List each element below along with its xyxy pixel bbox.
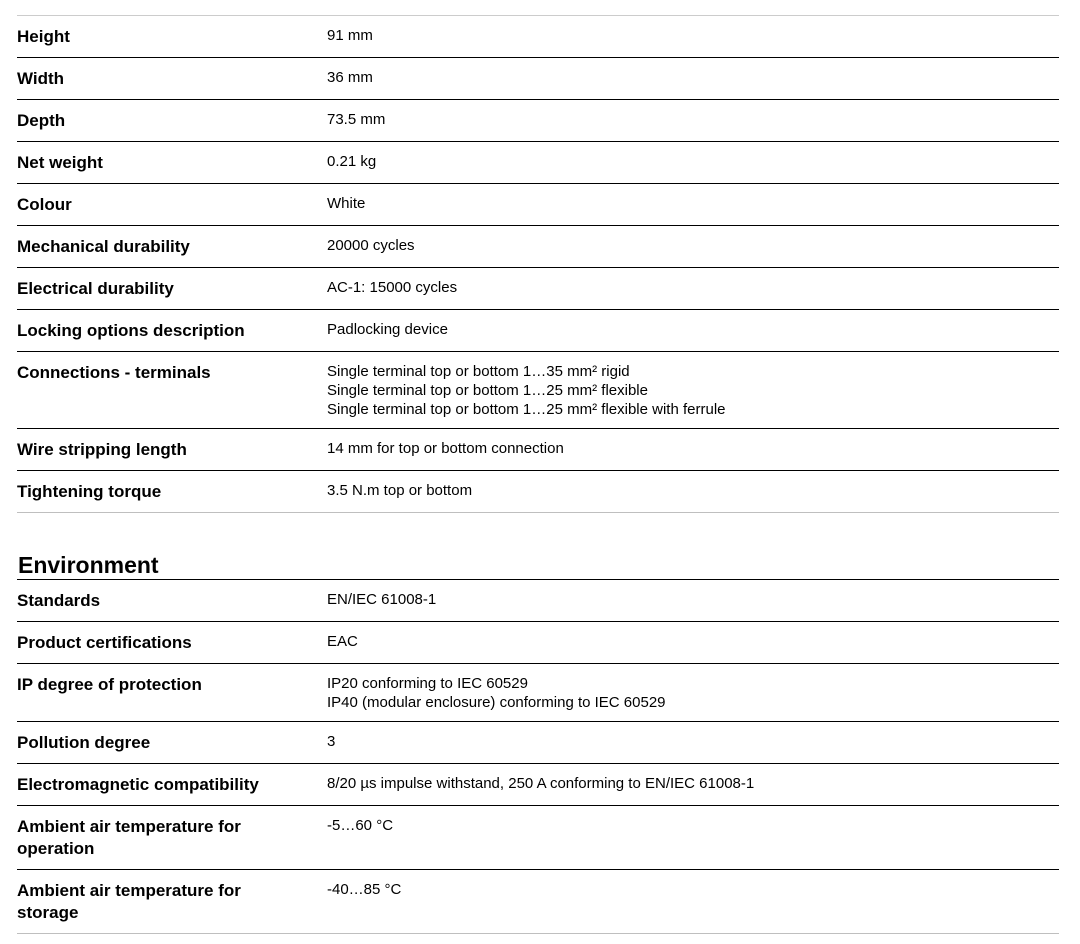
spec-row (17, 429, 1059, 471)
spec-label (17, 142, 327, 184)
section-spacer (17, 513, 1059, 551)
spec-value-line: EAC (327, 633, 358, 650)
spec-value-line: IP40 (modular enclosure) conforming to IEC 60529 (327, 694, 666, 711)
spec-label-line: Ambient air temperature for (17, 817, 241, 836)
spec-value-line: 20000 cycles (327, 237, 415, 254)
spec-label (17, 722, 327, 764)
spec-label-line: Connections - terminals (17, 363, 211, 382)
spec-label-line: Pollution degree (17, 733, 151, 752)
spec-label (17, 622, 327, 664)
spec-value (327, 664, 1059, 722)
spec-label (17, 471, 327, 513)
spec-label (17, 310, 327, 352)
spec-value (327, 806, 1059, 870)
spec-value (327, 764, 1059, 806)
spec-label (17, 16, 327, 58)
spec-row (17, 580, 1059, 622)
spec-row (17, 142, 1059, 184)
spec-label-line: Net weight (17, 153, 103, 172)
spec-label (17, 226, 327, 268)
environment-spec-table (17, 580, 1059, 934)
spec-value-line: Single terminal top or bottom 1…25 mm² flexible with ferrule (327, 401, 726, 418)
spec-value-line: 3 (327, 733, 336, 750)
spec-label (17, 664, 327, 722)
spec-row (17, 722, 1059, 764)
spec-label (17, 58, 327, 100)
spec-row (17, 100, 1059, 142)
spec-value-line: White (327, 195, 366, 212)
spec-label (17, 580, 327, 622)
spec-label (17, 806, 327, 870)
spec-value (327, 580, 1059, 622)
spec-row (17, 58, 1059, 100)
spec-row (17, 870, 1059, 934)
spec-label-line: IP degree of protection (17, 675, 202, 694)
spec-value (327, 622, 1059, 664)
spec-label (17, 100, 327, 142)
spec-row (17, 664, 1059, 722)
spec-row (17, 471, 1059, 513)
spec-row (17, 226, 1059, 268)
spec-label-line: operation (17, 839, 95, 858)
spec-value (327, 100, 1059, 142)
spec-label (17, 184, 327, 226)
environment-spec-rows (17, 580, 1059, 934)
environment-section-title: Environment (17, 551, 1059, 580)
spec-value (327, 58, 1059, 100)
spec-label-line: Ambient air temperature for (17, 881, 241, 900)
spec-label-line: Product certifications (17, 633, 192, 652)
spec-label (17, 268, 327, 310)
spec-label (17, 764, 327, 806)
spec-value-line: 73.5 mm (327, 111, 386, 128)
spec-sheet (17, 15, 1059, 934)
spec-row (17, 310, 1059, 352)
spec-label-line: Locking options description (17, 321, 245, 340)
spec-value (327, 16, 1059, 58)
spec-label-line: Colour (17, 195, 72, 214)
spec-value-line: Single terminal top or bottom 1…35 mm² rigid (327, 363, 630, 380)
spec-value (327, 142, 1059, 184)
spec-value (327, 268, 1059, 310)
spec-value (327, 722, 1059, 764)
spec-value-line: Padlocking device (327, 321, 448, 338)
spec-label-line: Electrical durability (17, 279, 174, 298)
spec-value-line: AC-1: 15000 cycles (327, 279, 458, 296)
spec-label-line: Electromagnetic compatibility (17, 775, 259, 794)
spec-value-line: -40…85 °C (327, 881, 402, 898)
spec-value (327, 870, 1059, 934)
spec-label-line: Mechanical durability (17, 237, 190, 256)
spec-value-line: IP20 conforming to IEC 60529 (327, 675, 528, 692)
spec-row (17, 806, 1059, 870)
spec-value-line: 14 mm for top or bottom connection (327, 440, 564, 457)
spec-value-line: 36 mm (327, 69, 373, 86)
general-spec-table (17, 15, 1059, 513)
spec-row (17, 268, 1059, 310)
spec-value-line: 3.5 N.m top or bottom (327, 482, 473, 499)
spec-value (327, 184, 1059, 226)
spec-row (17, 16, 1059, 58)
spec-label-line: Width (17, 69, 65, 88)
spec-value-line: 91 mm (327, 27, 373, 44)
spec-value-line: Single terminal top or bottom 1…25 mm² flexible (327, 382, 648, 399)
spec-label-line: Tightening torque (17, 482, 162, 501)
spec-value-line: -5…60 °C (327, 817, 394, 834)
spec-value-line: 0.21 kg (327, 153, 377, 170)
spec-label (17, 429, 327, 471)
spec-row (17, 764, 1059, 806)
spec-label (17, 870, 327, 934)
spec-label-line: Wire stripping length (17, 440, 187, 459)
spec-label (17, 352, 327, 429)
spec-value (327, 471, 1059, 513)
spec-label-line: Depth (17, 111, 66, 130)
spec-value (327, 310, 1059, 352)
spec-value-line: 8/20 µs impulse withstand, 250 A conforming to EN/IEC 61008-1 (327, 775, 755, 792)
spec-value (327, 226, 1059, 268)
spec-label-line: Height (17, 27, 70, 46)
spec-row (17, 622, 1059, 664)
spec-row (17, 352, 1059, 429)
spec-row (17, 184, 1059, 226)
spec-label-line: Standards (17, 591, 101, 610)
general-spec-rows (17, 16, 1059, 513)
spec-value-line: EN/IEC 61008-1 (327, 591, 437, 608)
spec-label-line: storage (17, 903, 79, 922)
spec-value (327, 352, 1059, 429)
spec-value (327, 429, 1059, 471)
